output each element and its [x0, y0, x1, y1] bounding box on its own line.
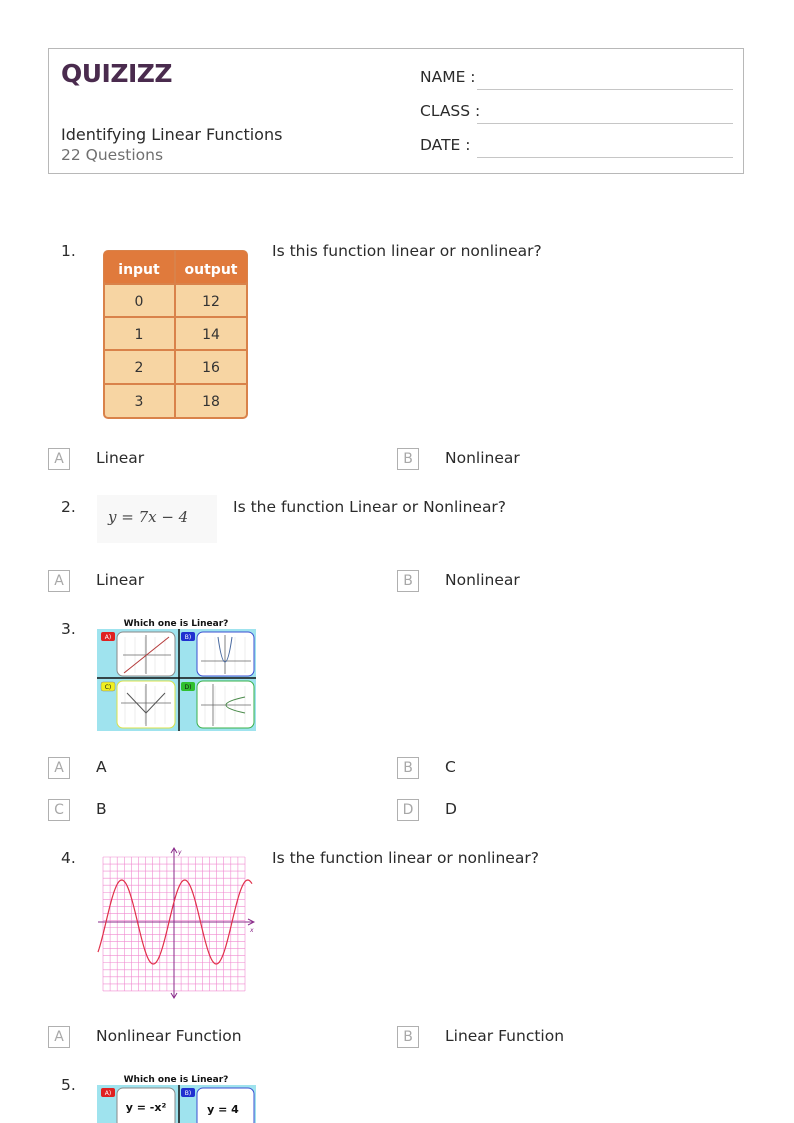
sine-wave-graph: [96, 845, 256, 1000]
option-letter-box[interactable]: B: [397, 757, 419, 779]
question-text: Is the function linear or nonlinear?: [272, 849, 539, 867]
question-number: 5.: [61, 1076, 76, 1094]
worksheet-title: Identifying Linear Functions: [61, 125, 283, 144]
option-text[interactable]: A: [96, 758, 107, 776]
image-title: Which one is Linear?: [123, 619, 229, 629]
question-number: 3.: [61, 620, 76, 638]
option-text[interactable]: Linear Function: [445, 1027, 565, 1045]
option-text[interactable]: Linear: [96, 571, 145, 589]
option-letter-box[interactable]: A: [48, 448, 70, 470]
panel-equation: y = -x²: [125, 1101, 167, 1114]
worksheet-header: [48, 48, 744, 174]
option-text[interactable]: D: [445, 800, 457, 818]
question-count: 22 Questions: [61, 146, 164, 164]
panel-label: B): [184, 1090, 192, 1097]
name-label: NAME :: [420, 68, 476, 86]
option-letter-box[interactable]: A: [48, 570, 70, 592]
question-number: 2.: [61, 498, 76, 516]
equation-text: y = 7x − 4: [108, 508, 189, 526]
table-header-input: input: [118, 262, 160, 278]
option-text[interactable]: C: [445, 758, 456, 776]
table-cell: 16: [202, 360, 220, 376]
table-cell: 18: [202, 394, 220, 410]
option-letter-box[interactable]: D: [397, 799, 419, 821]
question-number: 1.: [61, 242, 76, 260]
option-text[interactable]: Nonlinear: [445, 571, 520, 589]
table-cell: 12: [202, 294, 220, 310]
equations-image: [97, 1073, 256, 1123]
four-graphs-image: [97, 617, 256, 731]
option-text[interactable]: Linear: [96, 449, 145, 467]
panel-label: D): [184, 684, 192, 691]
date-label: DATE :: [420, 136, 471, 154]
image-title: Which one is Linear?: [123, 1075, 229, 1085]
name-line[interactable]: [477, 89, 733, 90]
table-cell: 3: [134, 394, 144, 410]
panel-label: A): [104, 634, 112, 641]
table-header-output: output: [184, 262, 238, 278]
date-line[interactable]: [477, 157, 733, 158]
option-text[interactable]: Nonlinear: [445, 449, 520, 467]
panel-label: C): [104, 684, 112, 691]
question-text: Is this function linear or nonlinear?: [272, 242, 542, 260]
option-letter-box[interactable]: B: [397, 448, 419, 470]
table-cell: 14: [202, 327, 220, 343]
class-label: CLASS :: [420, 102, 481, 120]
option-letter-box[interactable]: A: [48, 757, 70, 779]
equation-image: [97, 495, 217, 543]
option-text[interactable]: B: [96, 800, 107, 818]
option-letter-box[interactable]: B: [397, 1026, 419, 1048]
option-letter-box[interactable]: C: [48, 799, 70, 821]
panel-equation: y = 4: [207, 1103, 239, 1116]
option-text[interactable]: Nonlinear Function: [96, 1027, 242, 1045]
question-number: 4.: [61, 849, 76, 867]
table-cell: 1: [134, 327, 144, 343]
x-axis-label: x: [250, 927, 254, 934]
class-line[interactable]: [477, 123, 733, 124]
panel-label: B): [184, 634, 192, 641]
input-output-table: [103, 250, 249, 420]
option-letter-box[interactable]: A: [48, 1026, 70, 1048]
y-axis-label: y: [178, 849, 182, 856]
table-cell: 2: [134, 360, 144, 376]
question-text: Is the function Linear or Nonlinear?: [233, 498, 507, 516]
table-cell: 0: [134, 294, 144, 310]
panel-label: A): [104, 1090, 112, 1097]
option-letter-box[interactable]: B: [397, 570, 419, 592]
quizizz-logo: QUIZIZZ: [61, 59, 173, 88]
